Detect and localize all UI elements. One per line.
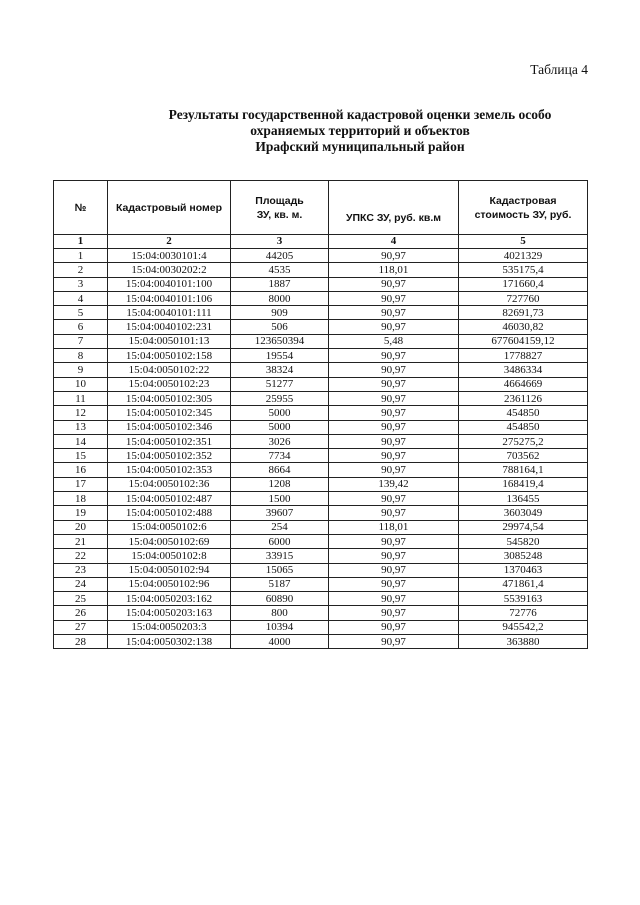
cadastral-value-cell: 703562 — [459, 449, 588, 463]
row-number-cell: 2 — [54, 263, 108, 277]
specific-value-cell: 90,97 — [329, 349, 459, 363]
cadastral-value-cell: 72776 — [459, 606, 588, 620]
cadastral-number-cell: 15:04:0050102:69 — [108, 534, 231, 548]
specific-value-cell: 90,97 — [329, 363, 459, 377]
table-row — [54, 363, 588, 377]
row-number-cell: 28 — [54, 635, 108, 649]
row-number-cell: 23 — [54, 563, 108, 577]
table-row — [54, 506, 588, 520]
row-number-cell: 16 — [54, 463, 108, 477]
cadastral-number-cell: 15:04:0050102:487 — [108, 492, 231, 506]
cadastral-number-cell: 15:04:0050203:163 — [108, 606, 231, 620]
table-row — [54, 391, 588, 405]
cadastral-value-cell: 82691,73 — [459, 306, 588, 320]
cadastral-number-cell: 15:04:0050102:36 — [108, 477, 231, 491]
area-cell: 1500 — [231, 492, 329, 506]
cadastral-number-cell: 15:04:0050102:346 — [108, 420, 231, 434]
cadastral-valuation-table — [53, 180, 588, 649]
cadastral-number-cell: 15:04:0040102:231 — [108, 320, 231, 334]
row-number-cell: 3 — [54, 277, 108, 291]
cadastral-value-cell: 3085248 — [459, 549, 588, 563]
table-row — [54, 320, 588, 334]
cadastral-value-cell: 4664669 — [459, 377, 588, 391]
table-row — [54, 277, 588, 291]
cadastral-value-cell: 535175,4 — [459, 263, 588, 277]
row-number-cell: 11 — [54, 391, 108, 405]
cadastral-number-cell: 15:04:0050102:352 — [108, 449, 231, 463]
specific-value-cell: 90,97 — [329, 492, 459, 506]
area-cell: 19554 — [231, 349, 329, 363]
cadastral-number-cell: 15:04:0050102:305 — [108, 391, 231, 405]
row-number-cell: 27 — [54, 620, 108, 634]
area-cell: 1208 — [231, 477, 329, 491]
cadastral-value-cell: 945542,2 — [459, 620, 588, 634]
specific-value-cell: 90,97 — [329, 377, 459, 391]
specific-value-cell: 90,97 — [329, 620, 459, 634]
specific-value-cell: 90,97 — [329, 420, 459, 434]
title-line: Результаты государственной кадастровой оценки земель особо — [168, 107, 552, 122]
area-cell: 6000 — [231, 534, 329, 548]
cadastral-number-cell: 15:04:0050203:3 — [108, 620, 231, 634]
cadastral-number-cell: 15:04:0030101:4 — [108, 249, 231, 263]
area-cell: 1887 — [231, 277, 329, 291]
area-cell: 4000 — [231, 635, 329, 649]
table-row — [54, 635, 588, 649]
row-number-cell: 5 — [54, 306, 108, 320]
specific-value-cell: 90,97 — [329, 434, 459, 448]
area-cell: 25955 — [231, 391, 329, 405]
area-cell: 60890 — [231, 592, 329, 606]
specific-value-cell: 90,97 — [329, 592, 459, 606]
cadastral-number-cell: 15:04:0050102:22 — [108, 363, 231, 377]
cadastral-number-cell: 15:04:0050102:345 — [108, 406, 231, 420]
cadastral-value-cell: 454850 — [459, 420, 588, 434]
cadastral-value-cell: 3486334 — [459, 363, 588, 377]
row-number-cell: 21 — [54, 534, 108, 548]
specific-value-cell: 118,01 — [329, 263, 459, 277]
area-cell: 5000 — [231, 420, 329, 434]
column-number: 4 — [329, 235, 459, 249]
area-cell: 10394 — [231, 620, 329, 634]
table-row — [54, 477, 588, 491]
area-cell: 800 — [231, 606, 329, 620]
cadastral-value-cell: 3603049 — [459, 506, 588, 520]
table-row — [54, 606, 588, 620]
cadastral-value-cell: 471861,4 — [459, 577, 588, 591]
area-cell: 4535 — [231, 263, 329, 277]
area-cell: 15065 — [231, 563, 329, 577]
header-cadastral-number: Кадастровый номер — [108, 181, 231, 235]
specific-value-cell: 5,48 — [329, 334, 459, 348]
cadastral-number-cell: 15:04:0050102:158 — [108, 349, 231, 363]
cadastral-number-cell: 15:04:0050102:8 — [108, 549, 231, 563]
cadastral-number-cell: 15:04:0050102:96 — [108, 577, 231, 591]
area-cell: 909 — [231, 306, 329, 320]
row-number-cell: 14 — [54, 434, 108, 448]
row-number-cell: 10 — [54, 377, 108, 391]
area-cell: 254 — [231, 520, 329, 534]
specific-value-cell: 90,97 — [329, 463, 459, 477]
table-row — [54, 249, 588, 263]
table-row — [54, 520, 588, 534]
area-cell: 8664 — [231, 463, 329, 477]
row-number-cell: 8 — [54, 349, 108, 363]
title-line: Ирафский муниципальный район — [255, 139, 465, 154]
row-number-cell: 26 — [54, 606, 108, 620]
table-row — [54, 620, 588, 634]
cadastral-value-cell: 171660,4 — [459, 277, 588, 291]
area-cell: 5187 — [231, 577, 329, 591]
cadastral-number-cell: 15:04:0050102:351 — [108, 434, 231, 448]
cadastral-value-cell: 136455 — [459, 492, 588, 506]
table-row — [54, 534, 588, 548]
column-number: 2 — [108, 235, 231, 249]
specific-value-cell: 90,97 — [329, 306, 459, 320]
cadastral-value-cell: 363880 — [459, 635, 588, 649]
table-row — [54, 577, 588, 591]
row-number-cell: 25 — [54, 592, 108, 606]
cadastral-value-cell: 2361126 — [459, 391, 588, 405]
cadastral-value-cell: 454850 — [459, 406, 588, 420]
cadastral-number-cell: 15:04:0030202:2 — [108, 263, 231, 277]
specific-value-cell: 90,97 — [329, 291, 459, 305]
cadastral-number-cell: 15:04:0050101:13 — [108, 334, 231, 348]
area-cell: 3026 — [231, 434, 329, 448]
table-row — [54, 563, 588, 577]
cadastral-value-cell: 788164,1 — [459, 463, 588, 477]
row-number-cell: 22 — [54, 549, 108, 563]
title-line: охраняемых территорий и объектов — [250, 123, 470, 138]
document-title — [120, 107, 600, 155]
specific-value-cell: 90,97 — [329, 635, 459, 649]
row-number-cell: 6 — [54, 320, 108, 334]
specific-value-cell: 90,97 — [329, 277, 459, 291]
cadastral-value-cell: 545820 — [459, 534, 588, 548]
table-row — [54, 263, 588, 277]
row-number-cell: 19 — [54, 506, 108, 520]
column-number: 5 — [459, 235, 588, 249]
specific-value-cell: 90,97 — [329, 563, 459, 577]
cadastral-number-cell: 15:04:0050102:94 — [108, 563, 231, 577]
cadastral-number-cell: 15:04:0040101:106 — [108, 291, 231, 305]
area-cell: 7734 — [231, 449, 329, 463]
area-cell: 506 — [231, 320, 329, 334]
specific-value-cell: 90,97 — [329, 534, 459, 548]
specific-value-cell: 90,97 — [329, 606, 459, 620]
cadastral-number-cell: 15:04:0040101:111 — [108, 306, 231, 320]
cadastral-number-cell: 15:04:0050102:23 — [108, 377, 231, 391]
table-row — [54, 334, 588, 348]
table-row — [54, 306, 588, 320]
specific-value-cell: 118,01 — [329, 520, 459, 534]
table-row — [54, 549, 588, 563]
row-number-cell: 18 — [54, 492, 108, 506]
table-label: Таблица 4 — [530, 62, 588, 77]
specific-value-cell: 90,97 — [329, 406, 459, 420]
cadastral-value-cell: 168419,4 — [459, 477, 588, 491]
cadastral-value-cell: 4021329 — [459, 249, 588, 263]
specific-value-cell: 90,97 — [329, 391, 459, 405]
row-number-cell: 1 — [54, 249, 108, 263]
table-row — [54, 449, 588, 463]
cadastral-value-cell: 275275,2 — [459, 434, 588, 448]
row-number-cell: 15 — [54, 449, 108, 463]
table-row — [54, 377, 588, 391]
table-row — [54, 420, 588, 434]
row-number-cell: 9 — [54, 363, 108, 377]
cadastral-value-cell: 29974,54 — [459, 520, 588, 534]
cadastral-value-cell: 1778827 — [459, 349, 588, 363]
cadastral-number-cell: 15:04:0050302:138 — [108, 635, 231, 649]
area-cell: 123650394 — [231, 334, 329, 348]
area-cell: 38324 — [231, 363, 329, 377]
cadastral-value-cell: 677604159,12 — [459, 334, 588, 348]
area-cell: 44205 — [231, 249, 329, 263]
area-cell: 5000 — [231, 406, 329, 420]
specific-value-cell: 90,97 — [329, 506, 459, 520]
row-number-cell: 12 — [54, 406, 108, 420]
table-row — [54, 349, 588, 363]
header-number: № — [54, 181, 108, 235]
table-row — [54, 592, 588, 606]
cadastral-value-cell: 1370463 — [459, 563, 588, 577]
row-number-cell: 13 — [54, 420, 108, 434]
cadastral-number-cell: 15:04:0050102:353 — [108, 463, 231, 477]
row-number-cell: 24 — [54, 577, 108, 591]
row-number-cell: 7 — [54, 334, 108, 348]
row-number-cell: 4 — [54, 291, 108, 305]
column-number: 1 — [54, 235, 108, 249]
cadastral-number-cell: 15:04:0050102:488 — [108, 506, 231, 520]
table-row — [54, 434, 588, 448]
table-row — [54, 291, 588, 305]
table-header-row — [54, 181, 588, 235]
area-cell: 8000 — [231, 291, 329, 305]
specific-value-cell: 90,97 — [329, 577, 459, 591]
header-area: Площадь ЗУ, кв. м. — [231, 181, 329, 235]
table-row — [54, 463, 588, 477]
cadastral-value-cell: 727760 — [459, 291, 588, 305]
area-cell: 51277 — [231, 377, 329, 391]
row-number-cell: 20 — [54, 520, 108, 534]
cadastral-number-cell: 15:04:0040101:100 — [108, 277, 231, 291]
cadastral-number-cell: 15:04:0050203:162 — [108, 592, 231, 606]
specific-value-cell: 90,97 — [329, 549, 459, 563]
specific-value-cell: 90,97 — [329, 249, 459, 263]
column-number-row — [54, 235, 588, 249]
cadastral-value-cell: 5539163 — [459, 592, 588, 606]
specific-value-cell: 139,42 — [329, 477, 459, 491]
area-cell: 33915 — [231, 549, 329, 563]
table-row — [54, 406, 588, 420]
header-cadastral-value: Кадастровая стоимость ЗУ, руб. — [459, 181, 588, 235]
area-cell: 39607 — [231, 506, 329, 520]
header-specific-value: УПКС ЗУ, руб. кв.м — [329, 181, 459, 235]
column-number: 3 — [231, 235, 329, 249]
specific-value-cell: 90,97 — [329, 320, 459, 334]
specific-value-cell: 90,97 — [329, 449, 459, 463]
cadastral-number-cell: 15:04:0050102:6 — [108, 520, 231, 534]
row-number-cell: 17 — [54, 477, 108, 491]
table-row — [54, 492, 588, 506]
cadastral-value-cell: 46030,82 — [459, 320, 588, 334]
